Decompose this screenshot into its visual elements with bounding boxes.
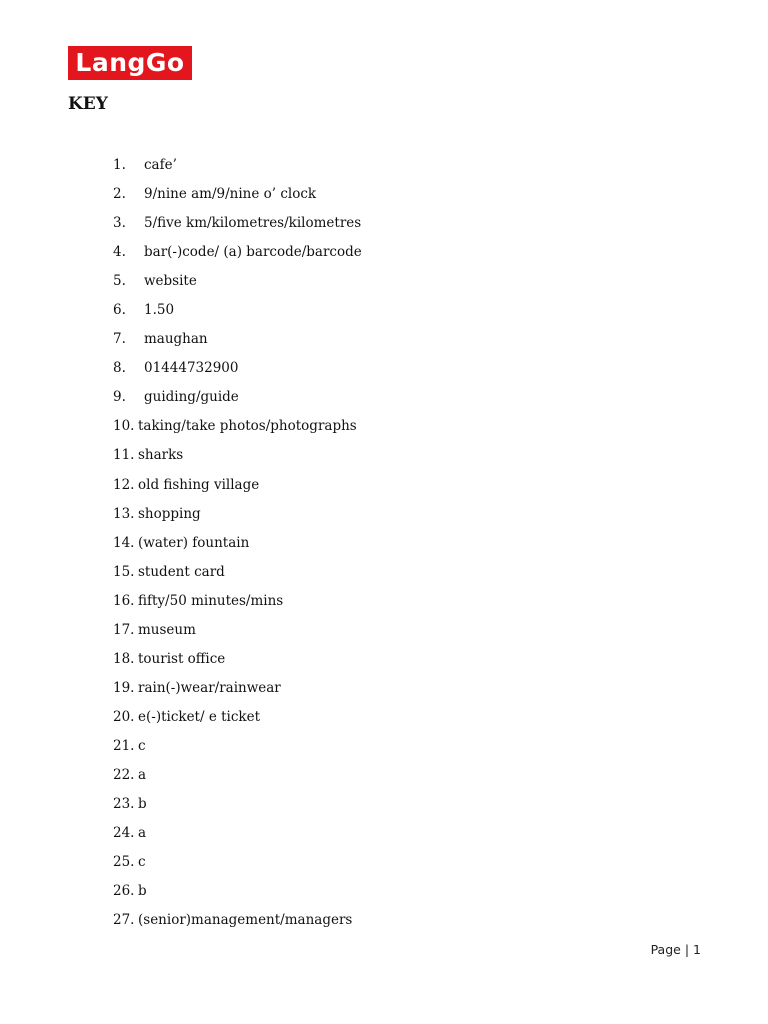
answer-text: maughan xyxy=(144,331,208,348)
answer-item xyxy=(113,329,362,358)
answer-text: a xyxy=(138,766,147,783)
answer-number: 23. xyxy=(113,796,135,813)
answer-item xyxy=(113,736,362,765)
answer-text: b xyxy=(138,796,147,813)
answer-number: 24. xyxy=(113,825,135,842)
answer-item xyxy=(113,591,362,620)
answer-number: 2. xyxy=(113,186,126,203)
answer-item xyxy=(113,387,362,416)
answer-text: museum xyxy=(138,621,196,638)
answer-number: 4. xyxy=(113,244,126,261)
answer-item xyxy=(113,678,362,707)
answer-item xyxy=(113,765,362,794)
answer-text: old fishing village xyxy=(138,476,260,493)
answer-text: (senior)management/managers xyxy=(138,912,353,929)
answer-item xyxy=(113,707,362,736)
answer-item xyxy=(113,504,362,533)
answer-item xyxy=(113,271,362,300)
answer-text: 01444732900 xyxy=(144,360,239,377)
answer-number: 12. xyxy=(113,476,135,493)
answer-text: cafe’ xyxy=(144,157,177,173)
answer-item xyxy=(113,155,362,184)
answer-item xyxy=(113,213,362,242)
answer-number: 3. xyxy=(113,215,126,232)
answer-text: (water) fountain xyxy=(138,534,250,551)
answer-item xyxy=(113,910,362,939)
answer-item xyxy=(113,300,362,329)
page-footer xyxy=(651,942,701,957)
answer-number: 18. xyxy=(113,650,135,667)
footer-page-label: Page xyxy=(650,942,681,957)
footer-separator: | xyxy=(684,942,690,957)
page-title: KEY xyxy=(68,94,108,114)
answer-number: 20. xyxy=(113,708,135,725)
answer-item xyxy=(113,620,362,649)
answer-number: 11. xyxy=(113,447,135,464)
answer-item xyxy=(113,445,362,474)
answer-text: c xyxy=(138,737,146,754)
answer-item xyxy=(113,416,362,445)
answer-text: 5/five km/kilometres/kilometres xyxy=(144,215,362,232)
answer-item xyxy=(113,562,362,591)
answer-text: sharks xyxy=(138,447,184,464)
answer-number: 10. xyxy=(113,418,135,435)
answer-item xyxy=(113,242,362,271)
answer-number: 22. xyxy=(113,766,135,783)
answer-text: 9/nine am/9/nine o’ clock xyxy=(144,186,317,203)
answer-number: 5. xyxy=(113,273,126,290)
answer-text: c xyxy=(138,854,146,871)
answer-item xyxy=(113,475,362,504)
answer-number: 1. xyxy=(113,157,126,173)
answer-list xyxy=(113,155,362,939)
answer-number: 26. xyxy=(113,883,135,900)
answer-text: student card xyxy=(138,563,225,580)
answer-number: 15. xyxy=(113,563,135,580)
answer-number: 27. xyxy=(113,912,135,929)
answer-item xyxy=(113,823,362,852)
answer-text: rain(-)wear/rainwear xyxy=(138,679,281,696)
answer-item xyxy=(113,184,362,213)
answer-text: bar(-)code/ (a) barcode/barcode xyxy=(144,244,362,261)
answer-item xyxy=(113,852,362,881)
answer-text: fifty/50 minutes/mins xyxy=(138,592,284,609)
answer-number: 21. xyxy=(113,737,135,754)
answer-item xyxy=(113,533,362,562)
answer-number: 6. xyxy=(113,302,126,319)
answer-text: guiding/guide xyxy=(144,389,239,406)
answer-number: 13. xyxy=(113,505,135,522)
answer-text: b xyxy=(138,883,147,900)
answer-number: 8. xyxy=(113,360,126,377)
answer-text: shopping xyxy=(138,505,201,522)
answer-text: tourist office xyxy=(138,650,226,667)
answer-number: 17. xyxy=(113,621,135,638)
langgo-logo: LangGo xyxy=(68,46,192,80)
answer-number: 7. xyxy=(113,331,126,348)
answer-number: 14. xyxy=(113,534,135,551)
answer-item xyxy=(113,794,362,823)
answer-item xyxy=(113,881,362,910)
answer-item xyxy=(113,649,362,678)
footer-page-number: 1 xyxy=(693,942,701,957)
answer-text: website xyxy=(144,273,197,290)
answer-text: e(-)ticket/ e ticket xyxy=(138,708,261,725)
answer-number: 9. xyxy=(113,389,126,406)
answer-number: 19. xyxy=(113,679,135,696)
answer-text: 1.50 xyxy=(144,302,175,319)
answer-item xyxy=(113,358,362,387)
answer-text: taking/take photos/photographs xyxy=(138,418,357,435)
answer-text: a xyxy=(138,825,147,842)
answer-number: 25. xyxy=(113,854,135,871)
answer-number: 16. xyxy=(113,592,135,609)
